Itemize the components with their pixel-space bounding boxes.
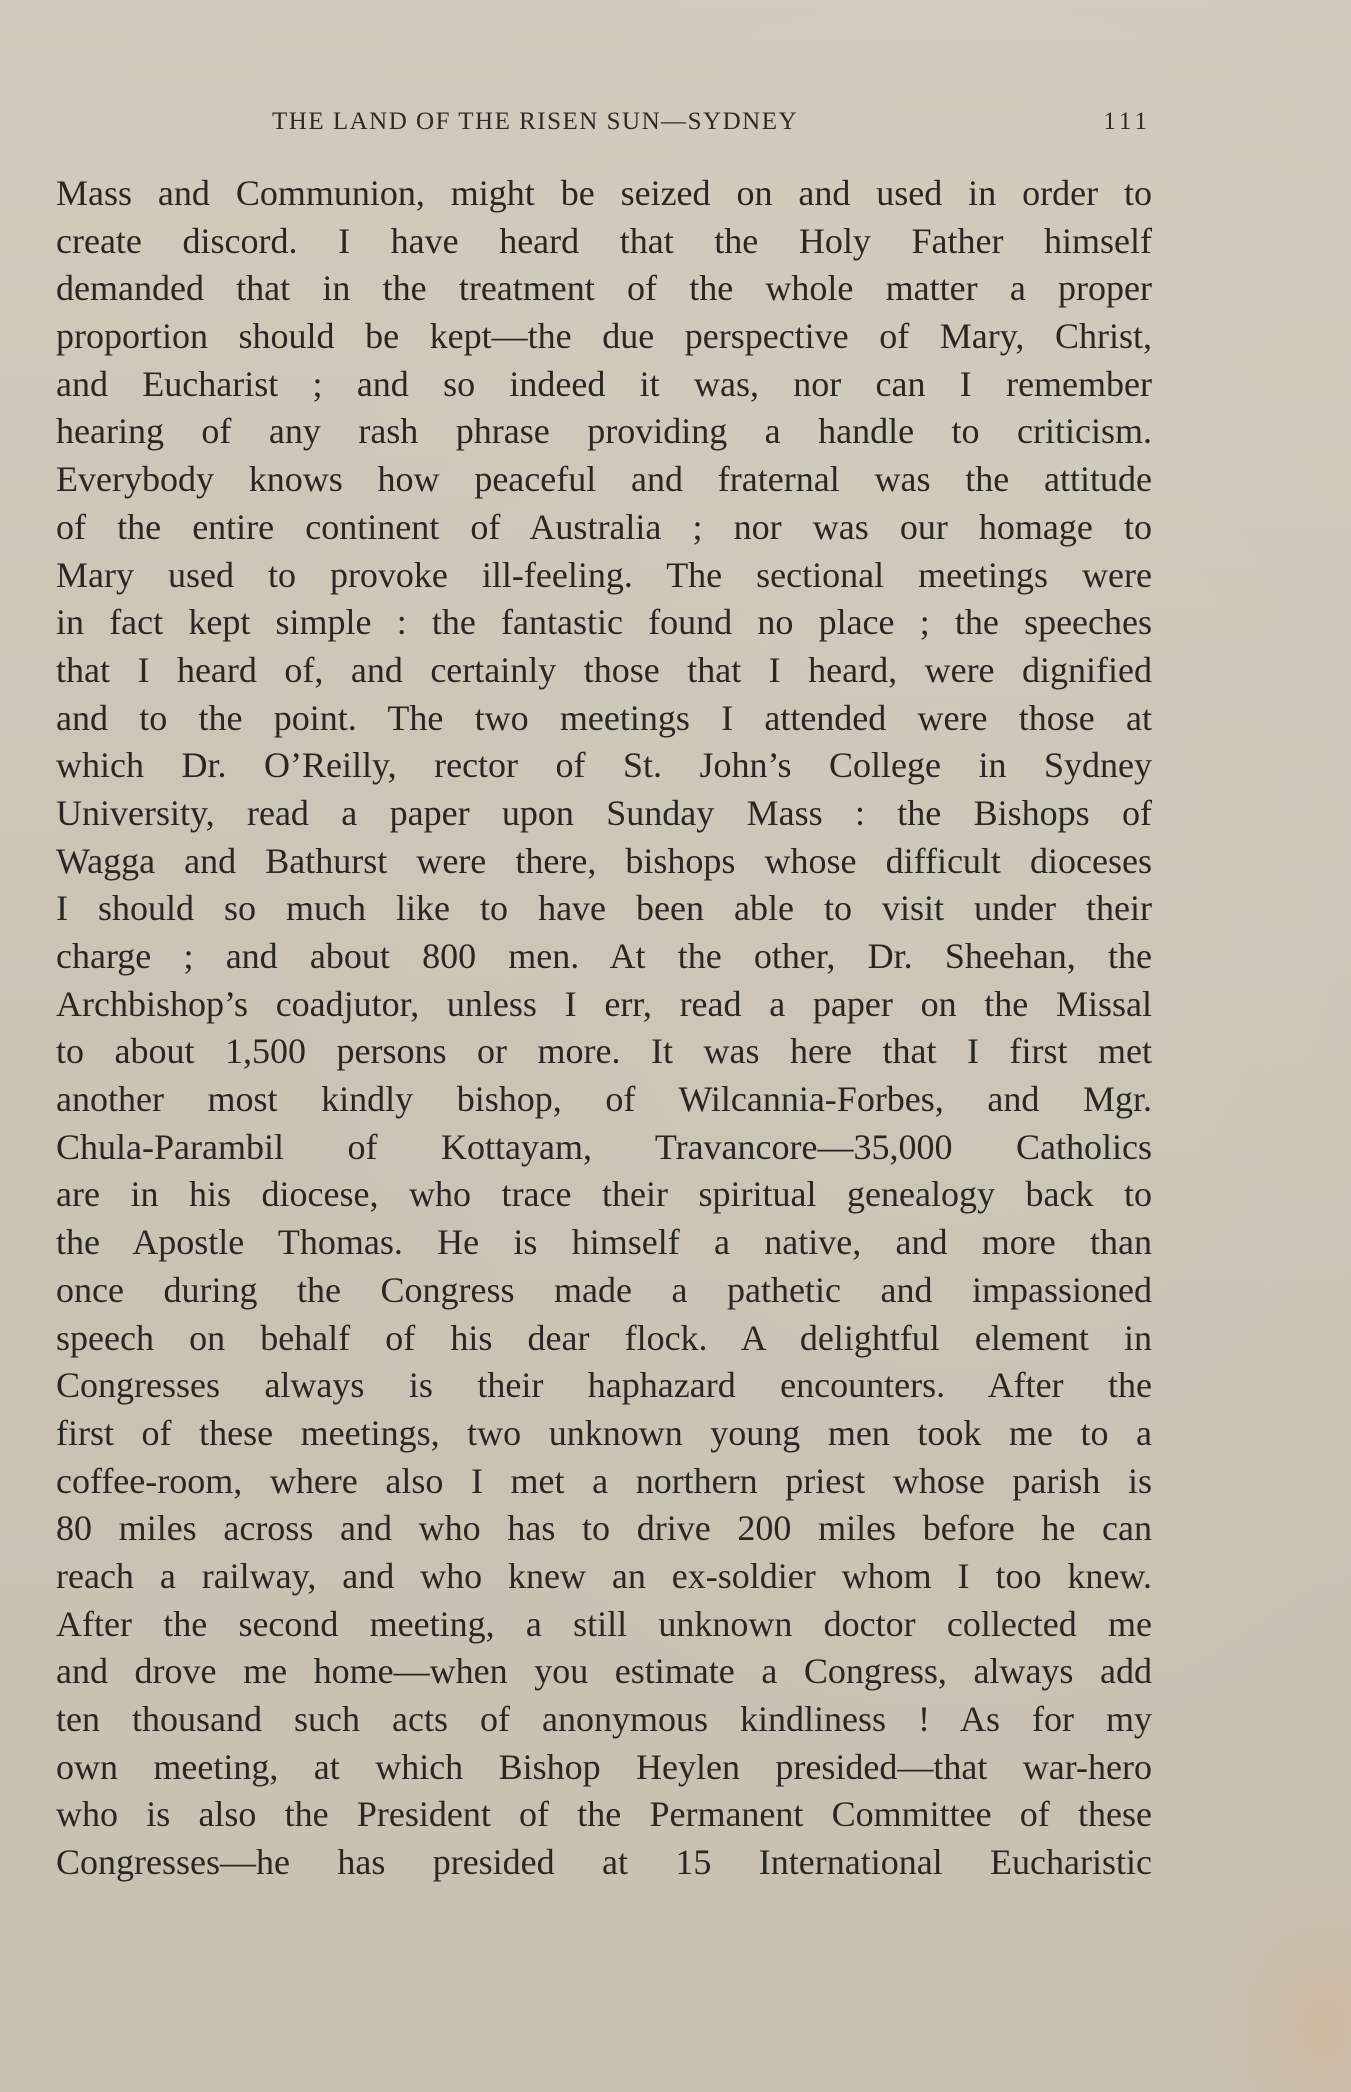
text-line: speech on behalf of his dear flock. A delightful element in bbox=[56, 1317, 1152, 1358]
text-line: I should so much like to have been able to visit under their bbox=[56, 888, 1152, 929]
paper-stain bbox=[1211, 1872, 1351, 2092]
text-line: once during the Congress made a pathetic and impassioned bbox=[56, 1269, 1152, 1310]
text-line: create discord. I have heard that the Holy Father himself bbox=[56, 220, 1152, 261]
text-line: Wagga and Bathurst were there, bishops whose difficult dioceses bbox=[56, 840, 1152, 881]
text-line: University, read a paper upon Sunday Mass : the Bishops of bbox=[56, 792, 1152, 833]
page-number: 111 bbox=[1103, 108, 1151, 135]
text-line: and drove me home—when you estimate a Congress, always add bbox=[56, 1651, 1152, 1692]
text-line: Congresses always is their haphazard encounters. After the bbox=[56, 1365, 1152, 1406]
text-line: hearing of any rash phrase providing a handle to criticism. bbox=[56, 411, 1152, 452]
text-line: first of these meetings, two unknown young men took me to a bbox=[56, 1412, 1152, 1453]
text-line: Chula-Parambil of Kottayam, Travancore—35,000 Catholics bbox=[56, 1126, 1152, 1167]
text-line: and Eucharist ; and so indeed it was, nor can I remember bbox=[56, 363, 1152, 404]
text-line: charge ; and about 800 men. At the other, Dr. Sheehan, the bbox=[56, 936, 1152, 976]
body-text bbox=[56, 170, 1152, 1887]
running-title: THE LAND OF THE RISEN SUN—SYDNEY bbox=[272, 108, 799, 135]
text-line: to about 1,500 persons or more. It was here that I first met bbox=[56, 1031, 1152, 1072]
text-line: and to the point. The two meetings I attended were those at bbox=[56, 697, 1152, 738]
text-line: proportion should be kept—the due perspective of Mary, Christ, bbox=[56, 316, 1152, 357]
text-line: demanded that in the treatment of the whole matter a proper bbox=[56, 268, 1152, 309]
text-line: another most kindly bishop, of Wilcannia-Forbes, and Mgr. bbox=[56, 1079, 1152, 1120]
text-line: 80 miles across and who has to drive 200 miles before he can bbox=[56, 1508, 1152, 1549]
text-line: that I heard of, and certainly those that I heard, were dignified bbox=[56, 649, 1152, 690]
text-line: which Dr. O’Reilly, rector of St. John’s College in Sydney bbox=[56, 745, 1152, 786]
text-line: Everybody knows how peaceful and fraternal was the attitude bbox=[56, 459, 1152, 500]
text-line: ten thousand such acts of anonymous kindliness ! As for my bbox=[56, 1699, 1152, 1739]
text-line: who is also the President of the Permanent Committee of these bbox=[56, 1794, 1152, 1835]
text-line: Congresses—he has presided at 15 International Eucharistic bbox=[56, 1842, 1152, 1883]
text-line: Archbishop’s coadjutor, unless I err, read a paper on the Missal bbox=[56, 983, 1152, 1024]
text-line: of the entire continent of Australia ; nor was our homage to bbox=[56, 506, 1152, 547]
text-line: are in his diocese, who trace their spiritual genealogy back to bbox=[56, 1174, 1152, 1215]
text-line: coffee-room, where also I met a northern priest whose parish is bbox=[56, 1460, 1152, 1501]
text-line: Mass and Communion, might be seized on and used in order to bbox=[56, 173, 1152, 213]
text-line: the Apostle Thomas. He is himself a native, and more than bbox=[56, 1222, 1152, 1263]
text-line: Mary used to provoke ill-feeling. The sectional meetings were bbox=[56, 554, 1152, 595]
text-line: in fact kept simple : the fantastic found no place ; the speeches bbox=[56, 602, 1152, 643]
text-line: reach a railway, and who knew an ex-soldier whom I too knew. bbox=[56, 1555, 1152, 1596]
text-line: own meeting, at which Bishop Heylen presided—that war-hero bbox=[56, 1746, 1152, 1787]
text-line: After the second meeting, a still unknown doctor collected me bbox=[56, 1603, 1152, 1644]
